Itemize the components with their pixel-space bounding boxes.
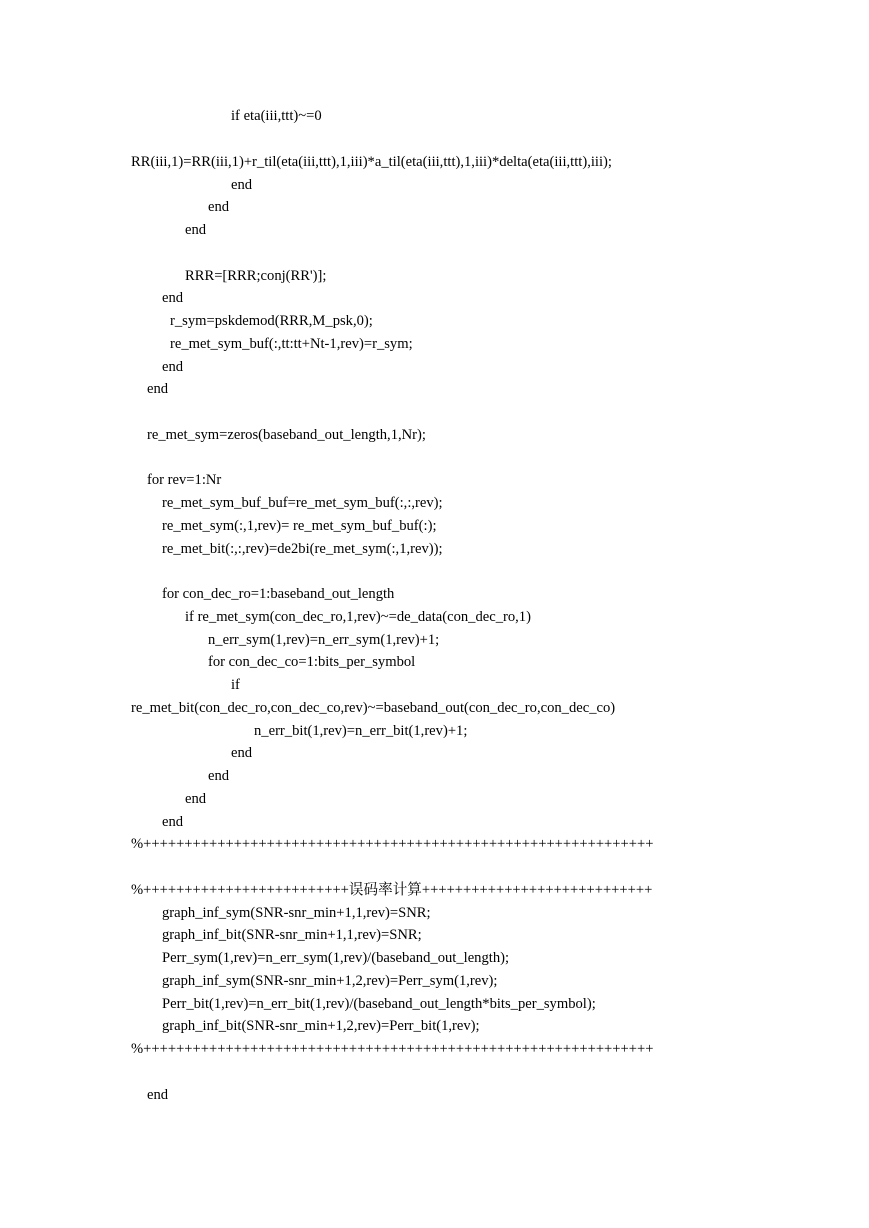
code-line: end — [147, 381, 169, 397]
code-line: Perr_bit(1,rev)=n_err_bit(1,rev)/(baseband_out_length*bits_per_symbol); — [162, 996, 596, 1012]
code-line: graph_inf_bit(SNR-snr_min+1,2,rev)=Perr_bit(1,rev); — [162, 1018, 480, 1034]
code-line: for con_dec_ro=1:baseband_out_length — [162, 586, 395, 602]
code-line: end — [231, 745, 253, 761]
code-line: if eta(iii,ttt)~=0 — [231, 108, 322, 124]
code-line: end — [147, 1087, 169, 1103]
code-line: re_met_sym=zeros(baseband_out_length,1,Nr); — [147, 427, 426, 443]
code-line: re_met_sym_buf(:,tt:tt+Nt-1,rev)=r_sym; — [170, 336, 413, 352]
code-line: %++++++++++++++++++++++++++++++++++++++++++++++++++++++++++++++ — [131, 836, 654, 852]
code-line: %++++++++++++++++++++++++++++++++++++++++++++++++++++++++++++++ — [131, 1041, 654, 1057]
code-line: end — [162, 290, 184, 306]
code-line: re_met_sym(:,1,rev)= re_met_sym_buf_buf(:); — [162, 518, 437, 534]
code-line: %+++++++++++++++++++++++++误码率计算++++++++++++++++++++++++++++ — [131, 882, 653, 898]
code-line: r_sym=pskdemod(RRR,M_psk,0); — [170, 313, 373, 329]
code-line: re_met_bit(con_dec_ro,con_dec_co,rev)~=baseband_out(con_dec_ro,con_dec_co) — [131, 700, 616, 716]
code-line: end — [162, 359, 184, 375]
code-line: if re_met_sym(con_dec_ro,1,rev)~=de_data(con_dec_ro,1) — [185, 609, 531, 625]
code-line: re_met_bit(:,:,rev)=de2bi(re_met_sym(:,1,rev)); — [162, 541, 443, 557]
code-line: end — [208, 768, 230, 784]
code-line: end — [231, 177, 253, 193]
code-line: n_err_bit(1,rev)=n_err_bit(1,rev)+1; — [254, 723, 468, 739]
code-line: end — [185, 222, 207, 238]
code-line: RRR=[RRR;conj(RR')]; — [185, 268, 327, 284]
code-line: if — [231, 677, 240, 693]
code-line: graph_inf_bit(SNR-snr_min+1,1,rev)=SNR; — [162, 927, 422, 943]
code-line: Perr_sym(1,rev)=n_err_sym(1,rev)/(baseband_out_length); — [162, 950, 510, 966]
code-line: end — [208, 199, 230, 215]
code-line: end — [185, 791, 207, 807]
code-line: for con_dec_co=1:bits_per_symbol — [208, 654, 416, 670]
code-line: graph_inf_sym(SNR-snr_min+1,1,rev)=SNR; — [162, 905, 431, 921]
code-line: graph_inf_sym(SNR-snr_min+1,2,rev)=Perr_sym(1,rev); — [162, 973, 498, 989]
code-line: re_met_sym_buf_buf=re_met_sym_buf(:,:,rev); — [162, 495, 443, 511]
code-line: end — [162, 814, 184, 830]
code-line: RR(iii,1)=RR(iii,1)+r_til(eta(iii,ttt),1,iii)*a_til(eta(iii,ttt),1,iii)*delta(eta(iii,ttt),iii); — [131, 154, 612, 170]
code-line: n_err_sym(1,rev)=n_err_sym(1,rev)+1; — [208, 632, 440, 648]
code-line: for rev=1:Nr — [147, 472, 222, 488]
